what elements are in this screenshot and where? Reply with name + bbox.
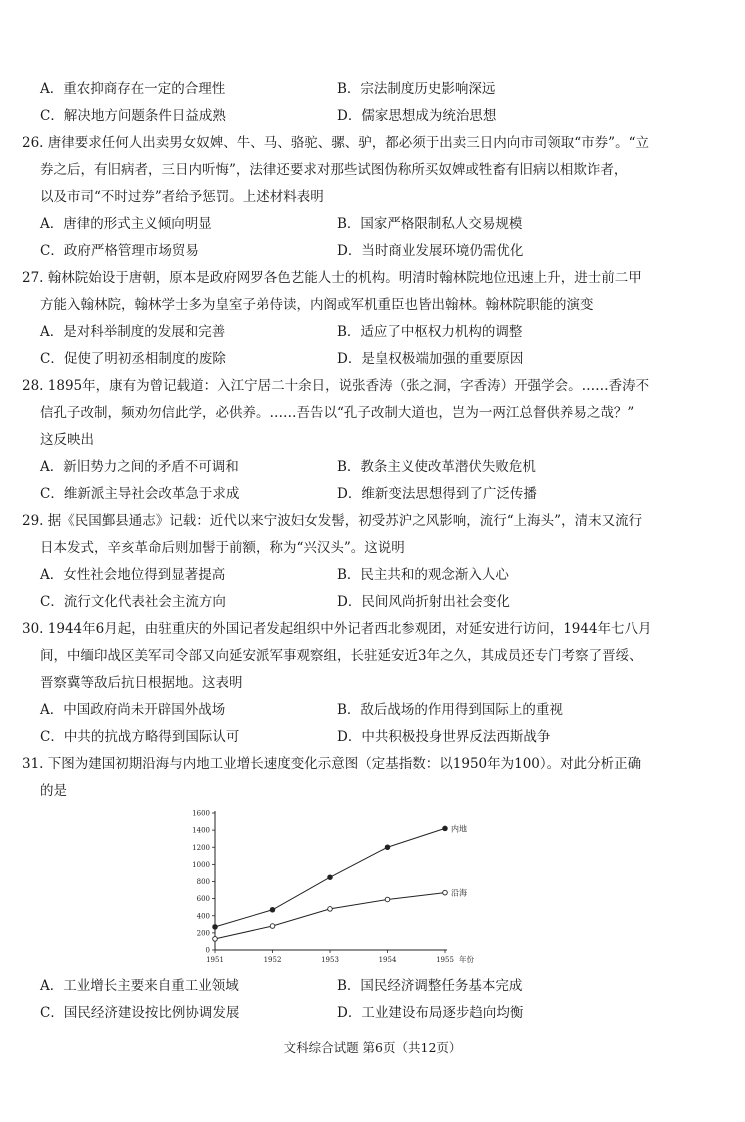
q27-option-c: C．促使了明初丞相制度的废除	[40, 351, 226, 367]
industry-growth-chart	[170, 805, 500, 965]
q30-stem-line-3: 晋察冀等敌后抗日根据地。这表明	[40, 675, 243, 691]
q30-option-a: A．中国政府尚未开辟国外战场	[40, 702, 226, 718]
q26-stem-line-1: 26. 唐律要求任何人出卖男女奴婢、牛、马、骆驼、骡、驴，都必须于出卖三日内向市司领取“市券”。“立	[22, 135, 649, 151]
y-tick-label: 1400	[192, 826, 210, 835]
q26-option-a: A．唐律的形式主义倾向明显	[40, 216, 212, 232]
x-tick-label: 1955	[436, 956, 454, 964]
q30-option-c: C．中共的抗战方略得到国际认可	[40, 729, 240, 745]
q25-option-a: A．重农抑商存在一定的合理性	[40, 81, 226, 97]
q26-option-c: C．政府严格管理市场贸易	[40, 243, 199, 259]
q27-option-b: B．适应了中枢权力机构的调整	[337, 324, 523, 340]
series-point-1	[270, 924, 275, 929]
y-tick-label: 600	[196, 895, 210, 904]
q28-option-c: C．维新派主导社会改革急于求成	[40, 486, 240, 502]
q27-option-d: D．是皇权极端加强的重要原因	[337, 351, 524, 367]
q29-option-b: B．民主共和的观念渐入人心	[337, 567, 509, 583]
series-point-0	[385, 845, 390, 850]
page-footer: 文科综合试题 第6页（共12页）	[283, 1040, 462, 1055]
q28-option-d: D．维新变法思想得到了广泛传播	[337, 486, 537, 502]
q28-stem-line-2: 信孔子改制，频劝勿信此学，必供养。……吾告以“孔子改制大道也，岂为一两江总督供养易之哉？”	[40, 405, 635, 421]
q30-stem-line-1: 30. 1944年6月起，由驻重庆的外国记者发起组织中外记者西北参观团，对延安进行访问，1944年七八月	[22, 621, 652, 637]
y-tick-label: 1000	[192, 860, 210, 869]
q25-option-d: D．儒家思想成为统治思想	[337, 108, 497, 124]
series-label-0: 内地	[451, 824, 467, 834]
x-tick-label: 1951	[206, 956, 224, 964]
q27-stem-line-1: 27. 翰林院始设于唐朝，原本是政府网罗各色艺能人士的机构。明清时翰林院地位迅速上升，进士前二甲	[22, 270, 642, 286]
q28-option-b: B．教条主义使改革潜伏失败危机	[337, 459, 536, 475]
q28-stem-line-1: 28. 1895年，康有为曾记载道：入江宁居二十余日，说张香涛（张之洞，字香涛）开强学会。……香涛不	[22, 378, 650, 394]
q31-option-b: B．国民经济调整任务基本完成	[337, 978, 523, 994]
series-point-1	[443, 890, 448, 895]
q27-option-a: A．是对科举制度的发展和完善	[40, 324, 226, 340]
q26-option-d: D．当时商业发展环境仍需优化	[337, 243, 524, 259]
q26-option-b: B．国家严格限制私人交易规模	[337, 216, 523, 232]
q25-option-c: C．解决地方问题条件日益成熟	[40, 108, 226, 124]
q27-stem-line-2: 方能入翰林院，翰林学士多为皇室子弟侍读，内阁或军机重臣也皆出翰林。翰林院职能的演变	[40, 297, 594, 313]
series-point-0	[213, 925, 218, 930]
q29-option-c: C．流行文化代表社会主流方向	[40, 594, 226, 610]
q29-option-a: A．女性社会地位得到显著提高	[40, 567, 226, 583]
q31-option-c: C．国民经济建设按比例协调发展	[40, 1005, 240, 1021]
q28-option-a: A．新旧势力之间的矛盾不可调和	[40, 459, 239, 475]
y-tick-label: 1600	[192, 809, 210, 818]
q30-stem-line-2: 间，中缅印战区美军司令部又向延安派军事观察组，长驻延安近3年之久，其成员还专门考察了晋绥、	[40, 648, 643, 664]
q31-stem-line-2: 的是	[40, 783, 67, 799]
y-tick-label: 1200	[192, 843, 210, 852]
q26-stem-line-3: 以及市司“不时过券”者给予惩罚。上述材料表明	[40, 189, 324, 205]
x-axis-unit-label: 年份	[459, 955, 474, 964]
q28-stem-line-3: 这反映出	[40, 432, 94, 448]
series-point-1	[385, 897, 390, 902]
q29-option-d: D．民间风尚折射出社会变化	[337, 594, 510, 610]
y-tick-label: 800	[196, 878, 210, 886]
series-point-0	[443, 826, 448, 831]
q30-option-d: D．中共积极投身世界反法西斯战争	[337, 729, 551, 745]
series-point-0	[328, 875, 333, 880]
q30-option-b: B．敌后战场的作用得到国际上的重视	[337, 702, 563, 718]
q31-stem-line-1: 31. 下图为建国初期沿海与内地工业增长速度变化示意图（定基指数：以1950年为100）。对此分析正确	[22, 756, 642, 772]
series-point-0	[270, 907, 275, 912]
series-point-1	[328, 907, 333, 912]
x-tick-label: 1954	[378, 956, 397, 964]
y-tick-label: 200	[196, 929, 210, 938]
series-label-1: 沿海	[451, 888, 467, 898]
q31-option-d: D．工业建设布局逐步趋向均衡	[337, 1005, 524, 1021]
q29-stem-line-1: 29. 据《民国鄞县通志》记载：近代以来宁波妇女发髻，初受苏沪之风影响，流行“上海头”，清末又流行	[22, 513, 643, 529]
q26-stem-line-2: 券之后，有旧病者，三日内听悔”，法律还要求对那些试图伪称所买奴婢或牲畜有旧病以相欺诈者，	[40, 162, 628, 178]
series-point-1	[213, 937, 218, 942]
x-tick-label: 1952	[263, 956, 282, 964]
y-tick-label: 0	[205, 946, 210, 955]
q25-option-b: B．宗法制度历史影响深远	[337, 81, 496, 97]
q31-option-a: A．工业增长主要来自重工业领域	[40, 978, 239, 994]
x-tick-label: 1953	[321, 956, 339, 964]
y-tick-label: 400	[196, 912, 210, 921]
series-line-1	[215, 893, 445, 939]
q29-stem-line-2: 日本发式，辛亥革命后则加髻于前额，称为“兴汉头”。这说明	[40, 540, 405, 556]
